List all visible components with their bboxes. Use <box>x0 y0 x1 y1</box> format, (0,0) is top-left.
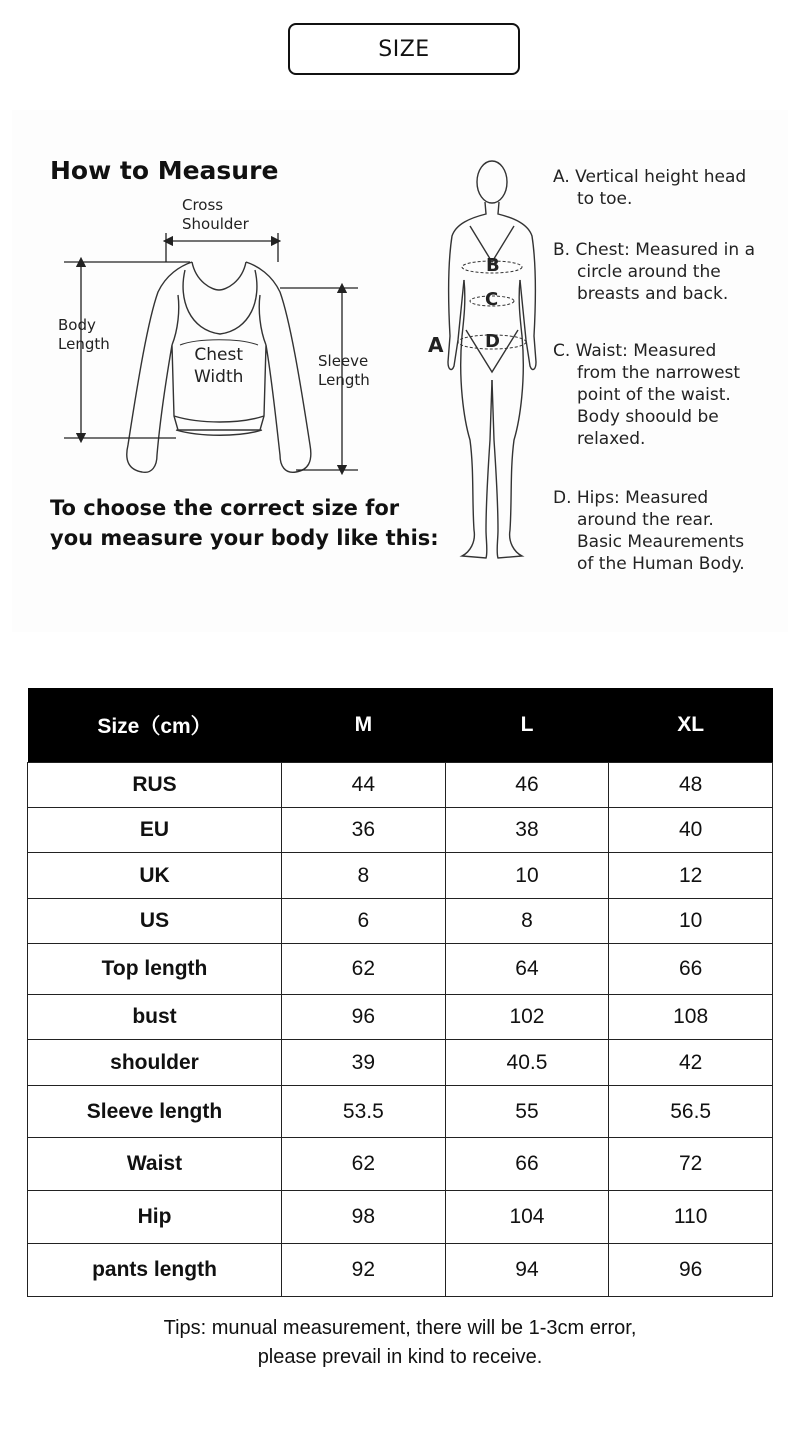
choose-line2: you measure your body like this: <box>50 526 439 550</box>
header-l: L <box>445 688 609 763</box>
table-row <box>28 1040 773 1086</box>
body-length-line2: Length <box>58 335 110 353</box>
cell: 64 <box>445 944 609 995</box>
row-label: RUS <box>28 763 282 808</box>
cell: 104 <box>445 1191 609 1244</box>
table-row <box>28 853 773 899</box>
header-xl: XL <box>609 688 773 763</box>
row-label: UK <box>28 853 282 899</box>
cell: 94 <box>445 1244 609 1297</box>
cell: 110 <box>609 1191 773 1244</box>
cell: 36 <box>282 808 446 853</box>
row-label: Hip <box>28 1191 282 1244</box>
step-d <box>553 487 745 575</box>
cell: 92 <box>282 1244 446 1297</box>
chest-width-label <box>194 344 243 388</box>
marker-c: C <box>485 289 499 310</box>
chest-width-line2: Width <box>194 367 244 387</box>
step-d-line4: of the Human Body. <box>577 554 745 574</box>
size-table <box>27 688 773 1297</box>
step-a-line1: A. Vertical height head <box>553 167 747 187</box>
row-label: shoulder <box>28 1040 282 1086</box>
cell: 55 <box>445 1086 609 1138</box>
table-row <box>28 1138 773 1191</box>
cell: 72 <box>609 1138 773 1191</box>
step-b-line2: circle around the <box>577 262 721 282</box>
row-label: Sleeve length <box>28 1086 282 1138</box>
choose-size-text <box>50 493 439 553</box>
cell: 56.5 <box>609 1086 773 1138</box>
cell: 102 <box>445 995 609 1040</box>
cell: 44 <box>282 763 446 808</box>
sleeve-length-line1: Sleeve <box>318 352 369 370</box>
step-b <box>553 239 755 305</box>
tips-line1: Tips: munual measurement, there will be 1-3cm error, <box>163 1317 637 1339</box>
step-c-line3: point of the waist. <box>577 385 731 405</box>
step-c-line5: relaxed. <box>577 429 646 449</box>
cell: 48 <box>609 763 773 808</box>
sleeve-length-label <box>318 352 370 390</box>
cell: 8 <box>445 899 609 944</box>
cell: 66 <box>445 1138 609 1191</box>
marker-b: B <box>486 255 500 276</box>
tips-line2: please prevail in kind to receive. <box>257 1346 543 1368</box>
step-b-line3: breasts and back. <box>577 284 729 304</box>
table-header-row <box>28 688 773 763</box>
step-b-line1: B. Chest: Measured in a <box>553 240 755 260</box>
table-row <box>28 995 773 1040</box>
cell: 10 <box>609 899 773 944</box>
cell: 98 <box>282 1191 446 1244</box>
header-m: M <box>282 688 446 763</box>
step-a <box>553 166 746 210</box>
cross-shoulder-line1: Cross <box>182 196 224 214</box>
tips-text <box>0 1314 800 1372</box>
cell: 10 <box>445 853 609 899</box>
body-length-label <box>58 316 110 354</box>
marker-a: A <box>428 333 444 357</box>
table-row <box>28 763 773 808</box>
step-a-line2: to toe. <box>577 189 633 209</box>
cell: 53.5 <box>282 1086 446 1138</box>
header-size: Size（cm） <box>28 688 282 763</box>
cell: 40.5 <box>445 1040 609 1086</box>
cell: 46 <box>445 763 609 808</box>
row-label: pants length <box>28 1244 282 1297</box>
row-label: EU <box>28 808 282 853</box>
step-d-line2: around the rear. <box>577 510 714 530</box>
cell: 42 <box>609 1040 773 1086</box>
step-c-line1: C. Waist: Measured <box>553 341 717 361</box>
cell: 62 <box>282 944 446 995</box>
body-length-line1: Body <box>58 316 96 334</box>
table-row <box>28 944 773 995</box>
how-to-measure-title: How to Measure <box>50 156 279 185</box>
cell: 38 <box>445 808 609 853</box>
size-title: SIZE <box>378 36 430 62</box>
cell: 96 <box>282 995 446 1040</box>
step-c-line4: Body shoould be <box>577 407 719 427</box>
table-row <box>28 1086 773 1138</box>
row-label: bust <box>28 995 282 1040</box>
marker-d: D <box>485 331 500 352</box>
row-label: Top length <box>28 944 282 995</box>
cell: 8 <box>282 853 446 899</box>
step-d-line1: D. Hips: Measured <box>553 488 709 508</box>
cell: 66 <box>609 944 773 995</box>
table-row <box>28 1191 773 1244</box>
table-row <box>28 899 773 944</box>
cell: 40 <box>609 808 773 853</box>
cross-shoulder-line2: Shoulder <box>182 215 249 233</box>
table-row <box>28 808 773 853</box>
cell: 39 <box>282 1040 446 1086</box>
chest-width-line1: Chest <box>194 345 244 365</box>
cell: 108 <box>609 995 773 1040</box>
cross-shoulder-label <box>182 196 249 234</box>
row-label: US <box>28 899 282 944</box>
step-d-line3: Basic Meaurements <box>577 532 745 552</box>
choose-line1: To choose the correct size for <box>50 496 400 520</box>
step-c-line2: from the narrowest <box>577 363 741 383</box>
cell: 62 <box>282 1138 446 1191</box>
table-row <box>28 1244 773 1297</box>
step-c <box>553 340 740 450</box>
row-label: Waist <box>28 1138 282 1191</box>
cell: 96 <box>609 1244 773 1297</box>
cell: 6 <box>282 899 446 944</box>
body-figure <box>448 161 536 558</box>
sleeve-length-line2: Length <box>318 371 370 389</box>
cell: 12 <box>609 853 773 899</box>
